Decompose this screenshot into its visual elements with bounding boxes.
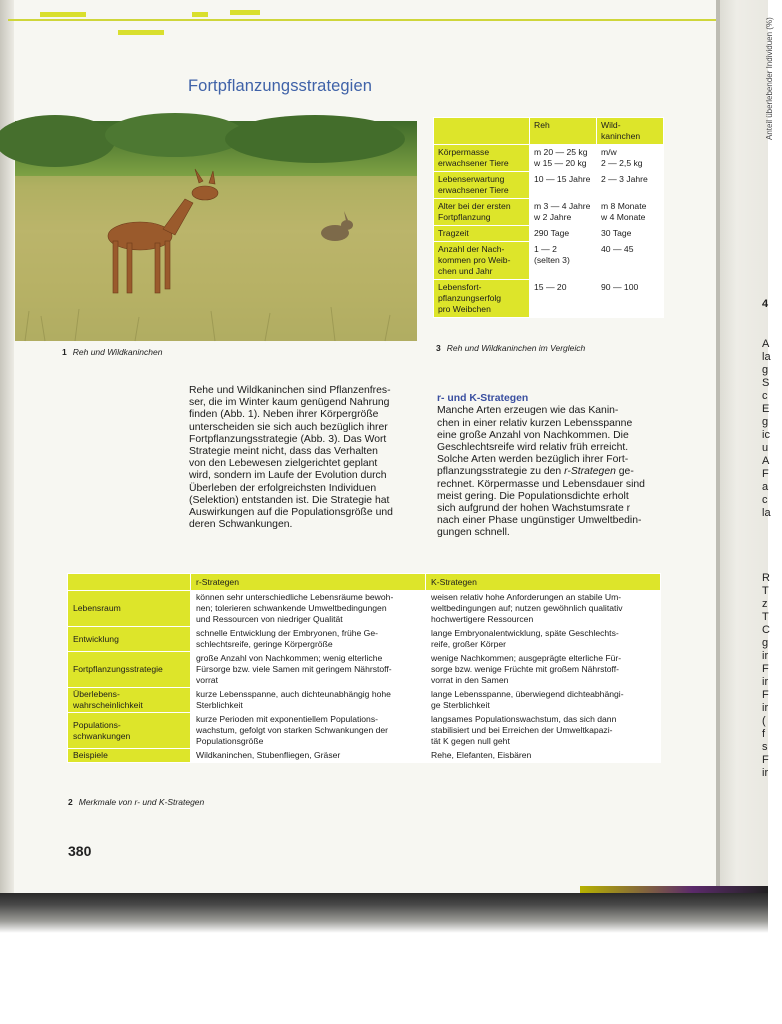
adjacent-text-fragment: c: [762, 494, 768, 506]
comparison-table-body: [434, 145, 664, 318]
adjacent-text-column: [762, 338, 782, 520]
comparison-cell-kaninchen: 30 Tage: [597, 226, 664, 242]
adjacent-fig-number: 4: [762, 298, 769, 310]
comparison-row: [434, 172, 664, 199]
adjacent-text-fragment: ir: [762, 702, 769, 714]
figure2-caption: [68, 797, 204, 807]
comparison-row: [434, 280, 664, 318]
adjacent-text-fragment: S: [762, 377, 770, 389]
adjacent-text-fragment: A: [762, 455, 770, 467]
comparison-cell-reh: 10 — 15 Jahre: [530, 172, 597, 199]
strategy-cell-r: können sehr unterschiedliche Lebensräume bewoh- nen; tolerieren schwankende Umweltbedingungen und Ressourcen von niedriger Qualität: [191, 591, 426, 627]
adjacent-text-fragment: la: [762, 507, 771, 519]
figure3-number: 3: [436, 343, 441, 353]
strategy-row-label: Lebensraum: [68, 591, 191, 627]
strategy-cell-r: kurze Lebensspanne, auch dichteunabhängig hohe Sterblichkeit: [191, 688, 426, 713]
page-heading: Fortpflanzungsstrategien: [188, 77, 373, 95]
comparison-row-label: Alter bei der ersten Fortpflanzung: [434, 199, 530, 226]
comparison-row-label: Anzahl der Nach- kommen pro Weib- chen und Jahr: [434, 242, 530, 280]
strategy-row: [68, 652, 661, 688]
adjacent-text-fragment: R: [762, 572, 770, 584]
comparison-header-reh: Reh: [530, 118, 597, 145]
rk-text-after: ge- rechnet. Körpermasse und Lebensdauer sind meist gering. Die Populationsdichte erholt sich aufgrund der hohen Wachstumsrate r nach einer Phase ungünstiger Umweltbedin- gungen schnell.: [437, 466, 645, 539]
figure3-caption: [436, 343, 585, 353]
strategy-table-header: [68, 574, 661, 591]
strategy-row-label: Beispiele: [68, 749, 191, 763]
header-mark: [40, 12, 86, 17]
comparison-row-label: Lebensfort- pflanzungserfolg pro Weibchen: [434, 280, 530, 318]
rk-text-before: Manche Arten erzeugen wie das Kanin- chen in einer relativ kurzen Lebensspanne eine große Anzahl von Nachkommen. Die Geschlechtsreife wird relativ früh erreicht. Solche Arten werden bezüglich ihrer Fort- pflanzungsstrategie zu den: [437, 405, 633, 478]
comparison-table-header: [434, 118, 664, 145]
adjacent-page-edge: [716, 0, 720, 895]
adjacent-text-fragment: F: [762, 663, 769, 675]
comparison-header-kaninchen: Wild- kaninchen: [597, 118, 664, 145]
strategy-cell-r: Wildkaninchen, Stubenfliegen, Gräser: [191, 749, 426, 763]
header-mark: [230, 10, 260, 15]
comparison-cell-reh: 290 Tage: [530, 226, 597, 242]
strategy-row: [68, 749, 661, 763]
adjacent-text-fragment: (: [762, 715, 766, 727]
adjacent-text-fragment: a: [762, 481, 769, 493]
adjacent-text-fragment: T: [762, 611, 769, 623]
strategy-cell-k: Rehe, Elefanten, Eisbären: [426, 749, 661, 763]
figure1-number: 1: [62, 347, 67, 357]
strategy-row: [68, 688, 661, 713]
comparison-cell-kaninchen: 2 — 3 Jahre: [597, 172, 664, 199]
comparison-row: [434, 242, 664, 280]
strategy-header-k: K-Strategen: [426, 574, 661, 591]
comparison-row-label: Lebenserwartung erwachsener Tiere: [434, 172, 530, 199]
strategy-row: [68, 591, 661, 627]
comparison-row: [434, 226, 664, 242]
adjacent-text-fragment: ir: [762, 650, 769, 662]
comparison-cell-kaninchen: m/w 2 — 2,5 kg: [597, 145, 664, 172]
adjacent-text-fragment: ic: [762, 429, 770, 441]
strategy-row-label: Überlebens- wahrscheinlichkeit: [68, 688, 191, 713]
figure2-number: 2: [68, 797, 73, 807]
strategy-row-label: Populations- schwankungen: [68, 713, 191, 749]
comparison-cell-reh: 1 — 2 (selten 3): [530, 242, 597, 280]
adjacent-text-fragment: u: [762, 442, 769, 454]
rk-term: r-Strategen: [564, 466, 616, 478]
top-rule: [8, 19, 716, 21]
strategy-row-label: Entwicklung: [68, 627, 191, 652]
page-number: 380: [68, 843, 92, 859]
adjacent-text-fragment: s: [762, 741, 768, 753]
figure2-caption-text: Merkmale von r- und K-Strategen: [78, 797, 205, 807]
comparison-row-label: Tragzeit: [434, 226, 530, 242]
adjacent-text-fragment: g: [762, 637, 769, 649]
adjacent-text-fragment: ir: [762, 676, 769, 688]
adjacent-text-fragment: g: [762, 364, 769, 376]
rk-section: [437, 381, 645, 540]
strategy-table-body: [68, 591, 661, 763]
comparison-cell-reh: 15 — 20: [530, 280, 597, 318]
figure3-caption-text: Reh und Wildkaninchen im Vergleich: [446, 343, 586, 353]
strategy-row: [68, 627, 661, 652]
header-mark: [192, 12, 208, 17]
comparison-header-empty: [434, 118, 530, 145]
strategy-cell-k: lange Embryonalentwicklung, späte Geschlechts- reife, großer Körper: [426, 627, 661, 652]
strategy-header-empty: [68, 574, 191, 591]
adjacent-text-fragment: A: [762, 338, 770, 350]
strategy-cell-k: langsames Populationswachstum, das sich dann stabilisiert und bei Erreichen der Umweltkapazi- tät K gegen null geht: [426, 713, 661, 749]
comparison-cell-kaninchen: 40 — 45: [597, 242, 664, 280]
comparison-row: [434, 145, 664, 172]
adjacent-text-fragment: F: [762, 754, 769, 766]
strategy-header-r: r-Strategen: [191, 574, 426, 591]
book-bottom-edge: [0, 893, 768, 933]
strategy-cell-k: weisen relativ hohe Anforderungen an stabile Um- weltbedingungen auf; nutzen gewöhnlich qualitativ hochwertigere Ressourcen: [426, 591, 661, 627]
comparison-table: [433, 117, 664, 318]
strategy-row-label: Fortpflanzungsstrategie: [68, 652, 191, 688]
adjacent-text-fragment: T: [762, 585, 769, 597]
adjacent-text-fragment: C: [762, 624, 770, 636]
adjacent-page: [716, 0, 774, 895]
adjacent-text-fragment: f: [762, 728, 766, 740]
adjacent-text-fragment: z: [762, 598, 768, 610]
adjacent-text-fragment: F: [762, 689, 769, 701]
header-mark: [118, 30, 164, 35]
adjacent-text-fragment: g: [762, 416, 769, 428]
adjacent-text-fragment: c: [762, 390, 768, 402]
comparison-row: [434, 199, 664, 226]
meadow-illustration: [15, 121, 417, 341]
adjacent-text-fragment: ir: [762, 767, 769, 779]
strategy-row: [68, 713, 661, 749]
strategy-table: [67, 573, 661, 763]
adjacent-text-column-2: [762, 572, 782, 780]
strategy-cell-r: schnelle Entwicklung der Embryonen, frühe Ge- schlechtsreife, geringe Körpergröße: [191, 627, 426, 652]
figure1-caption: [62, 347, 162, 357]
intro-paragraph: Rehe und Wildkaninchen sind Pflanzenfres- ser, die im Winter kaum genügend Nahrung finden (Abb. 1). Neben ihrer Körpergröße unterscheiden sie sich auch bezüglich ihrer Fortpflanzungsstrategie (Abb. 3). Das Wort Strategie meint nicht, dass das Verhalten von den Lebewesen zielgerichtet geplant wird, sondern im Laufe der Evolution durch Überleben der erfolgreichsten Individuen (Selektion) entstanden ist. Die Strategie hat Auswirkungen auf die Populationsgröße und deren Schwankungen.: [189, 385, 393, 531]
photo-deer-rabbit: [15, 121, 417, 341]
strategy-cell-k: lange Lebensspanne, überwiegend dichteabhängi- ge Sterblichkeit: [426, 688, 661, 713]
adjacent-text-fragment: F: [762, 468, 769, 480]
rk-section-title: r- und K-Strategen: [437, 393, 529, 405]
strategy-cell-r: große Anzahl von Nachkommen; wenig elterliche Fürsorge bzw. viele Samen mit geringem Nährstoff- vorrat: [191, 652, 426, 688]
comparison-cell-reh: m 3 — 4 Jahre w 2 Jahre: [530, 199, 597, 226]
figure1-caption-text: Reh und Wildkaninchen: [72, 347, 163, 357]
comparison-cell-kaninchen: m 8 Monate w 4 Monate: [597, 199, 664, 226]
comparison-row-label: Körpermasse erwachsener Tiere: [434, 145, 530, 172]
strategy-cell-k: wenige Nachkommen; ausgeprägte elterliche Für- sorge bzw. wenige Früchte mit großem Nährstoff- vorrat in den Samen: [426, 652, 661, 688]
comparison-cell-reh: m 20 — 25 kg w 15 — 20 kg: [530, 145, 597, 172]
adjacent-axis-label: Anteil überlebender Individuen (%): [765, 17, 774, 140]
strategy-cell-r: kurze Perioden mit exponentiellem Populations- wachstum, gefolgt von starken Schwankungen der Populationsgröße: [191, 713, 426, 749]
adjacent-text-fragment: E: [762, 403, 770, 415]
adjacent-text-fragment: la: [762, 351, 771, 363]
comparison-cell-kaninchen: 90 — 100: [597, 280, 664, 318]
